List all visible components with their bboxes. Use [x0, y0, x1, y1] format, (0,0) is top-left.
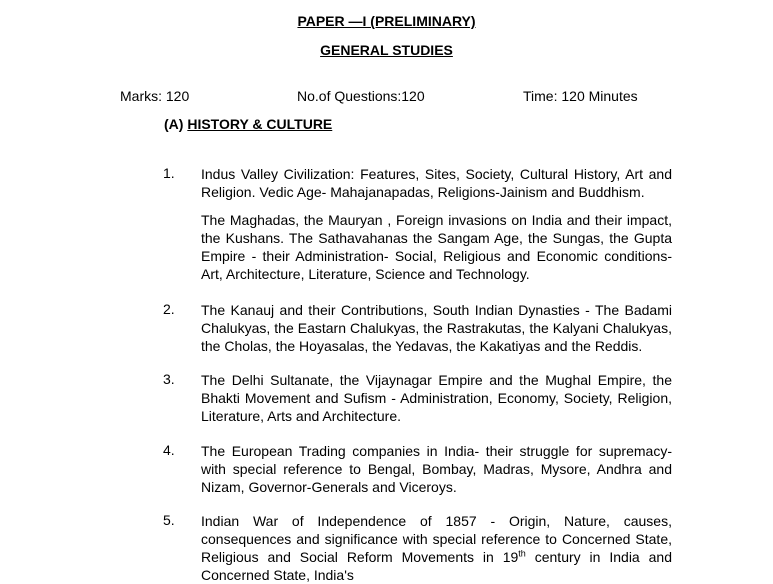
item-text-tail: century in India and Concerned State, India's: [201, 549, 672, 583]
item-number: 1.: [163, 165, 175, 181]
item-number: 2.: [163, 301, 175, 317]
ordinal-suffix: th: [518, 548, 526, 559]
item-number: 3.: [163, 371, 175, 387]
time-label: Time: 120 Minutes: [523, 88, 638, 104]
marks-label: Marks: 120: [120, 88, 190, 104]
item-text: Indian War of Independence of 1857 - Origin, Nature, causes, consequences and significance with special reference to Concerned State, Religious and Social Reform Movements in 19: [201, 513, 672, 565]
section-prefix: (A): [164, 116, 184, 132]
item-number: 5.: [163, 512, 175, 528]
item-paragraph: Indus Valley Civilization: Features, Sites, Society, Cultural History, Art and Religion. Vedic Age- Mahajanapadas, Religions-Jainism and Buddhism.: [201, 166, 672, 200]
paper-subtitle: GENERAL STUDIES: [320, 42, 453, 58]
item-number: 4.: [163, 442, 175, 458]
section-title: HISTORY & CULTURE: [187, 116, 333, 132]
questions-label: No.of Questions:120: [297, 88, 425, 104]
section-heading: [164, 116, 332, 132]
paper-title: PAPER —I (PRELIMINARY): [297, 13, 476, 29]
item-paragraph: The Maghadas, the Mauryan , Foreign invasions on India and their impact, the Kushans. The Sathavahanas the Sangam Age, the Sungas, the Gupta Empire - their Administration- Social, Religious and Economic conditions-Art, Architecture, Literature, Science and Technology.: [201, 212, 672, 282]
item-paragraph: The Kanauj and their Contributions, South Indian Dynasties - The Badami Chalukyas, the Eastarn Chalukyas, the Rastrakutas, the Kalyani Chalukyas, the Cholas, the Hoyasalas, the Yedavas, the Kakatiyas and the Reddis.: [201, 302, 672, 354]
item-paragraph: The European Trading companies in India- their struggle for supremacy-with special reference to Bengal, Bombay, Madras, Mysore, Andhra and Nizam, Governor-Generals and Viceroys.: [201, 443, 672, 495]
item-paragraph: [201, 512, 672, 584]
item-paragraph: The Delhi Sultanate, the Vijaynagar Empire and the Mughal Empire, the Bhakti Movement and Sufism - Administration, Economy, Society, Religion, Literature, Arts and Architecture.: [201, 372, 672, 424]
